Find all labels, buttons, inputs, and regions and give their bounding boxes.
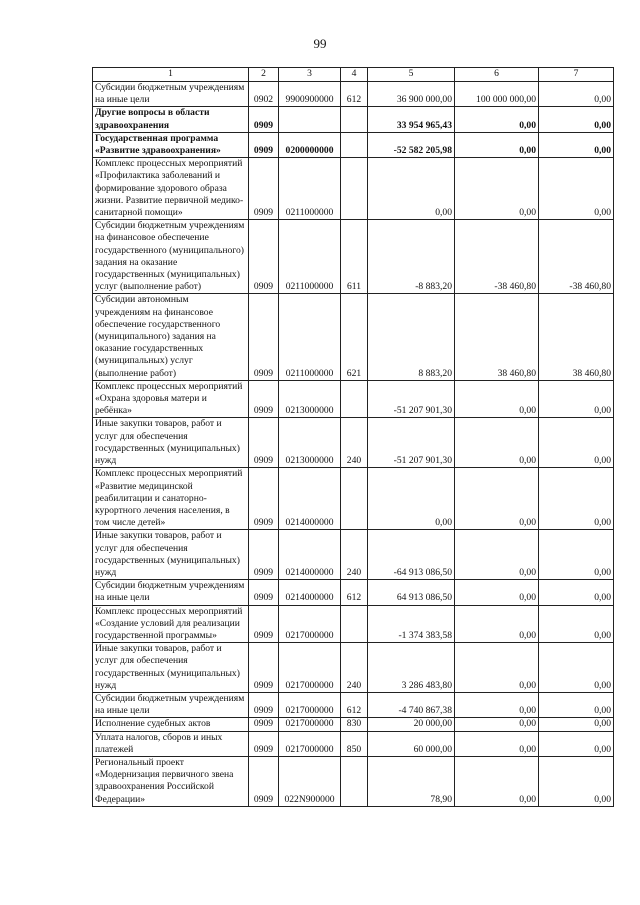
- row-name-cell: Субсидии автономным учреждениям на финансовое обеспечение государственного (муниципального) задания на оказание государственных (муниципальных) услуг (выполнение работ): [93, 294, 249, 380]
- table-row: [93, 220, 614, 294]
- row-type-cell: 612: [341, 692, 368, 717]
- row-section-cell: 0909: [249, 468, 279, 530]
- row-value-3-cell: 0,00: [539, 756, 614, 806]
- row-target-cell: 022N900000: [279, 756, 341, 806]
- header-cell-7: 7: [539, 68, 614, 82]
- table-row: [93, 418, 614, 468]
- table-row: [93, 82, 614, 107]
- row-value-1-cell: 36 900 000,00: [368, 82, 455, 107]
- row-name-cell: Региональный проект «Модернизация первичного звена здравоохранения Российской Федерации»: [93, 756, 249, 806]
- row-section-cell: 0909: [249, 220, 279, 294]
- row-value-1-cell: -4 740 867,38: [368, 692, 455, 717]
- row-target-cell: 0214000000: [279, 468, 341, 530]
- row-value-2-cell: 0,00: [455, 158, 539, 220]
- row-type-cell: 611: [341, 220, 368, 294]
- row-value-2-cell: 0,00: [455, 468, 539, 530]
- row-section-cell: 0909: [249, 731, 279, 756]
- table-row: [93, 731, 614, 756]
- row-value-3-cell: 0,00: [539, 107, 614, 132]
- row-value-2-cell: 0,00: [455, 380, 539, 418]
- row-target-cell: 0200000000: [279, 132, 341, 157]
- row-name-cell: Комплекс процессных мероприятий «Создание условий для реализации государственной программы»: [93, 605, 249, 643]
- header-cell-1: 1: [93, 68, 249, 82]
- row-target-cell: 0211000000: [279, 294, 341, 380]
- table-row: [93, 580, 614, 605]
- header-cell-2: 2: [249, 68, 279, 82]
- row-section-cell: 0909: [249, 158, 279, 220]
- row-value-3-cell: 0,00: [539, 380, 614, 418]
- row-name-cell: Субсидии бюджетным учреждениям на иные цели: [93, 580, 249, 605]
- header-cell-3: 3: [279, 68, 341, 82]
- row-target-cell: 0217000000: [279, 718, 341, 731]
- row-value-3-cell: 38 460,80: [539, 294, 614, 380]
- row-target-cell: [279, 107, 341, 132]
- row-value-2-cell: 0,00: [455, 718, 539, 731]
- table-row: [93, 692, 614, 717]
- row-name-cell: Исполнение судебных актов: [93, 718, 249, 731]
- row-name-cell: Иные закупки товаров, работ и услуг для обеспечения государственных (муниципальных) нужд: [93, 643, 249, 693]
- budget-table: [92, 67, 614, 807]
- row-section-cell: 0909: [249, 605, 279, 643]
- row-value-1-cell: 0,00: [368, 468, 455, 530]
- row-value-2-cell: 0,00: [455, 580, 539, 605]
- row-section-cell: 0909: [249, 718, 279, 731]
- row-name-cell: Иные закупки товаров, работ и услуг для обеспечения государственных (муниципальных) нужд: [93, 530, 249, 580]
- table-row: [93, 294, 614, 380]
- row-value-3-cell: 0,00: [539, 82, 614, 107]
- row-type-cell: 621: [341, 294, 368, 380]
- row-type-cell: 240: [341, 418, 368, 468]
- table-row: [93, 380, 614, 418]
- row-value-1-cell: -8 883,20: [368, 220, 455, 294]
- header-cell-6: 6: [455, 68, 539, 82]
- row-value-1-cell: 64 913 086,50: [368, 580, 455, 605]
- row-type-cell: 830: [341, 718, 368, 731]
- row-value-3-cell: 0,00: [539, 692, 614, 717]
- row-name-cell: Комплекс процессных мероприятий «Профилактика заболеваний и формирование здорового образа жизни. Развитие первичной медико-санитарной помощи»: [93, 158, 249, 220]
- row-value-2-cell: 100 000 000,00: [455, 82, 539, 107]
- row-section-cell: 0909: [249, 580, 279, 605]
- row-type-cell: [341, 158, 368, 220]
- row-type-cell: 240: [341, 643, 368, 693]
- row-name-cell: Комплекс процессных мероприятий «Охрана здоровья матери и ребёнка»: [93, 380, 249, 418]
- row-name-cell: Комплекс процессных мероприятий «Развитие медицинской реабилитации и санаторно-курортного лечения населения, в том числе детей»: [93, 468, 249, 530]
- row-value-3-cell: 0,00: [539, 530, 614, 580]
- row-type-cell: [341, 468, 368, 530]
- row-target-cell: 0211000000: [279, 158, 341, 220]
- row-name-cell: Субсидии бюджетным учреждениям на иные цели: [93, 692, 249, 717]
- row-value-1-cell: -51 207 901,30: [368, 380, 455, 418]
- table-row: [93, 107, 614, 132]
- row-type-cell: 850: [341, 731, 368, 756]
- row-value-1-cell: 0,00: [368, 158, 455, 220]
- row-section-cell: 0909: [249, 132, 279, 157]
- row-value-1-cell: 60 000,00: [368, 731, 455, 756]
- table-row: [93, 756, 614, 806]
- row-target-cell: 0213000000: [279, 380, 341, 418]
- row-section-cell: 0909: [249, 530, 279, 580]
- row-target-cell: 0217000000: [279, 643, 341, 693]
- row-target-cell: 0214000000: [279, 530, 341, 580]
- table-row: [93, 643, 614, 693]
- row-value-1-cell: 8 883,20: [368, 294, 455, 380]
- row-section-cell: 0909: [249, 756, 279, 806]
- row-value-3-cell: 0,00: [539, 580, 614, 605]
- row-section-cell: 0909: [249, 380, 279, 418]
- row-section-cell: 0909: [249, 107, 279, 132]
- row-target-cell: 0213000000: [279, 418, 341, 468]
- row-value-1-cell: 78,90: [368, 756, 455, 806]
- row-type-cell: [341, 756, 368, 806]
- row-value-2-cell: 0,00: [455, 605, 539, 643]
- row-value-1-cell: -64 913 086,50: [368, 530, 455, 580]
- row-value-2-cell: 0,00: [455, 530, 539, 580]
- row-section-cell: 0902: [249, 82, 279, 107]
- table-row: [93, 158, 614, 220]
- row-name-cell: Уплата налогов, сборов и иных платежей: [93, 731, 249, 756]
- row-name-cell: Субсидии бюджетным учреждениям на иные цели: [93, 82, 249, 107]
- row-value-1-cell: 33 954 965,43: [368, 107, 455, 132]
- row-value-2-cell: 0,00: [455, 643, 539, 693]
- row-value-2-cell: 0,00: [455, 756, 539, 806]
- row-value-1-cell: 20 000,00: [368, 718, 455, 731]
- row-value-1-cell: -52 582 205,98: [368, 132, 455, 157]
- row-value-2-cell: 0,00: [455, 132, 539, 157]
- header-row: [93, 68, 614, 82]
- row-type-cell: [341, 605, 368, 643]
- row-value-2-cell: 38 460,80: [455, 294, 539, 380]
- row-target-cell: 9900900000: [279, 82, 341, 107]
- row-value-3-cell: 0,00: [539, 605, 614, 643]
- table-row: [93, 605, 614, 643]
- row-value-3-cell: 0,00: [539, 643, 614, 693]
- table-row: [93, 132, 614, 157]
- row-type-cell: [341, 380, 368, 418]
- row-target-cell: 0211000000: [279, 220, 341, 294]
- page-number: 99: [313, 36, 327, 51]
- row-value-1-cell: 3 286 483,80: [368, 643, 455, 693]
- row-name-cell: Иные закупки товаров, работ и услуг для обеспечения государственных (муниципальных) нужд: [93, 418, 249, 468]
- row-value-3-cell: 0,00: [539, 731, 614, 756]
- row-value-2-cell: 0,00: [455, 731, 539, 756]
- header-cell-4: 4: [341, 68, 368, 82]
- row-section-cell: 0909: [249, 294, 279, 380]
- row-value-3-cell: 0,00: [539, 132, 614, 157]
- row-value-3-cell: 0,00: [539, 468, 614, 530]
- table-row: [93, 468, 614, 530]
- row-target-cell: 0217000000: [279, 692, 341, 717]
- row-name-cell: Субсидии бюджетным учреждениям на финансовое обеспечение государственного (муниципального) задания на оказание государственных (муниципальных) услуг (выполнение работ): [93, 220, 249, 294]
- row-value-2-cell: -38 460,80: [455, 220, 539, 294]
- row-target-cell: 0217000000: [279, 731, 341, 756]
- row-value-1-cell: -51 207 901,30: [368, 418, 455, 468]
- row-type-cell: [341, 132, 368, 157]
- row-value-3-cell: 0,00: [539, 418, 614, 468]
- row-type-cell: 240: [341, 530, 368, 580]
- row-target-cell: 0217000000: [279, 605, 341, 643]
- row-section-cell: 0909: [249, 643, 279, 693]
- header-cell-5: 5: [368, 68, 455, 82]
- row-target-cell: 0214000000: [279, 580, 341, 605]
- row-section-cell: 0909: [249, 692, 279, 717]
- row-type-cell: 612: [341, 82, 368, 107]
- row-value-2-cell: 0,00: [455, 692, 539, 717]
- table-row: [93, 530, 614, 580]
- row-type-cell: [341, 107, 368, 132]
- row-type-cell: 612: [341, 580, 368, 605]
- row-value-1-cell: -1 374 383,58: [368, 605, 455, 643]
- row-value-2-cell: 0,00: [455, 107, 539, 132]
- row-value-3-cell: 0,00: [539, 158, 614, 220]
- row-value-2-cell: 0,00: [455, 418, 539, 468]
- table-row: [93, 718, 614, 731]
- row-value-3-cell: -38 460,80: [539, 220, 614, 294]
- row-value-3-cell: 0,00: [539, 718, 614, 731]
- row-section-cell: 0909: [249, 418, 279, 468]
- row-name-cell: Государственная программа «Развитие здравоохранения»: [93, 132, 249, 157]
- row-name-cell: Другие вопросы в области здравоохранения: [93, 107, 249, 132]
